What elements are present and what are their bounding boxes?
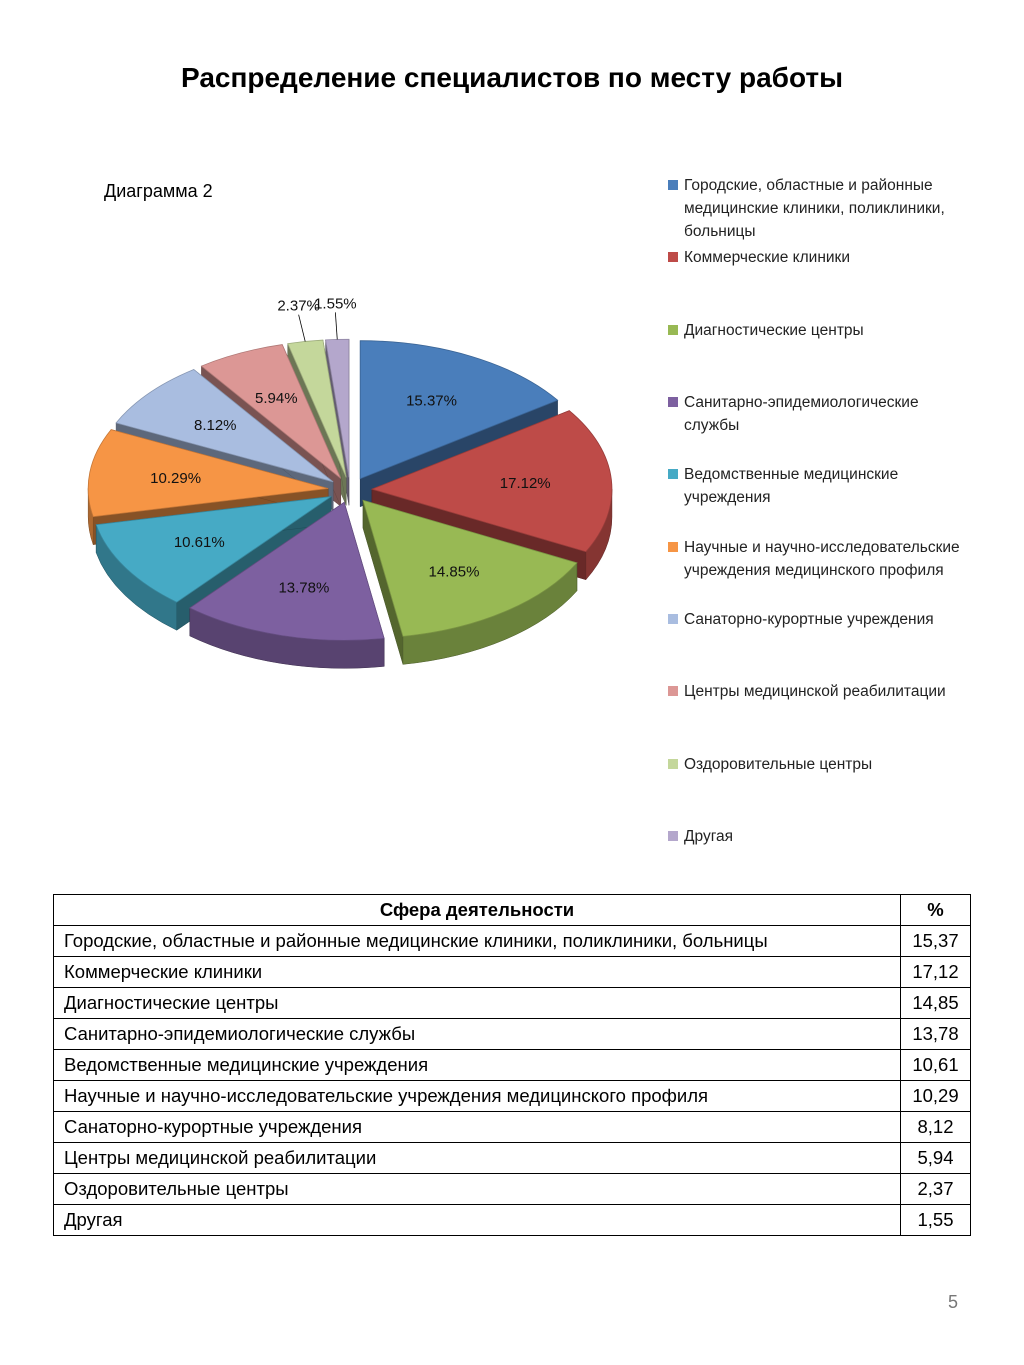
legend-swatch [668,252,678,262]
legend-item [668,825,973,848]
legend-swatch [668,469,678,479]
legend-item [668,319,973,342]
table-cell-percent: 14,85 [901,988,971,1019]
table-row [54,1205,971,1236]
legend-swatch [668,759,678,769]
table-cell-percent: 13,78 [901,1019,971,1050]
data-label: 2.37% [277,297,320,315]
table-cell-percent: 2,37 [901,1174,971,1205]
page-title: Распределение специалистов по месту работы [181,62,843,93]
legend-swatch [668,614,678,624]
legend-label: Санаторно-курортные учреждения [684,611,934,628]
data-label: 17.12% [499,475,551,493]
legend-label: Центры медицинской реабилитации [684,683,946,700]
data-label: 10.61% [173,533,225,551]
legend-swatch [668,686,678,696]
table-cell-percent: 8,12 [901,1112,971,1143]
page-number: 5 [947,1292,958,1312]
table-cell-sphere: Диагностические центры [54,988,901,1019]
legend-label: Городские, областные и районные медицинские клиники, поликлиники, больницы [684,177,945,240]
data-label: 8.12% [193,417,237,435]
table-row [54,1143,971,1174]
legend-item [668,174,973,243]
legend-item [668,536,973,582]
data-label: 14.85% [428,563,480,581]
legend-item [668,753,973,776]
data-label: 5.94% [255,390,298,408]
table-row [54,957,971,988]
legend-label: Другая [684,828,734,845]
table-cell-sphere: Коммерческие клиники [54,957,901,988]
table-header-percent: % [901,895,971,926]
table-row [54,1019,971,1050]
table-cell-percent: 1,55 [901,1205,971,1236]
legend-label: Научные и научно-исследовательские учреждения медицинского профиля [684,539,960,579]
chart-caption: Диаграмма 2 [104,181,213,201]
legend-swatch [668,831,678,841]
data-label: 1.55% [314,295,357,313]
legend-item [668,463,973,509]
data-label-leader [299,315,306,342]
pie-chart [0,295,640,680]
legend-label: Коммерческие клиники [684,249,850,266]
data-label: 10.29% [150,470,202,488]
table-cell-percent: 5,94 [901,1143,971,1174]
legend-swatch [668,325,678,335]
legend-item [668,391,973,437]
table-row [54,1081,971,1112]
legend-swatch [668,542,678,552]
table-cell-sphere: Оздоровительные центры [54,1174,901,1205]
data-label: 13.78% [278,579,330,597]
legend-item [668,680,973,703]
table-row [54,1050,971,1081]
data-table [53,894,971,1236]
table-cell-sphere: Ведомственные медицинские учреждения [54,1050,901,1081]
table-cell-sphere: Центры медицинской реабилитации [54,1143,901,1174]
legend-label: Ведомственные медицинские учреждения [684,466,899,506]
table-cell-sphere: Санитарно-эпидемиологические службы [54,1019,901,1050]
table-row [54,1174,971,1205]
legend-swatch [668,397,678,407]
legend-swatch [668,180,678,190]
table-cell-sphere: Научные и научно-исследовательские учреждения медицинского профиля [54,1081,901,1112]
table-cell-percent: 10,29 [901,1081,971,1112]
legend-label: Диагностические центры [684,322,864,339]
legend-label: Санитарно-эпидемиологические службы [684,394,919,434]
legend-item [668,246,973,269]
data-label: 15.37% [406,392,457,410]
table-cell-percent: 17,12 [901,957,971,988]
legend-label: Оздоровительные центры [684,756,873,773]
table-cell-sphere: Городские, областные и районные медицинские клиники, поликлиники, больницы [54,926,901,957]
table-row [54,988,971,1019]
table-cell-sphere: Санаторно-курортные учреждения [54,1112,901,1143]
data-label-leader [335,312,337,339]
table-cell-percent: 15,37 [901,926,971,957]
table-cell-percent: 10,61 [901,1050,971,1081]
table-row [54,1112,971,1143]
table-cell-sphere: Другая [54,1205,901,1236]
legend-item [668,608,973,631]
table-row [54,926,971,957]
table-header-sphere: Сфера деятельности [54,895,901,926]
table-header-row [54,895,971,926]
